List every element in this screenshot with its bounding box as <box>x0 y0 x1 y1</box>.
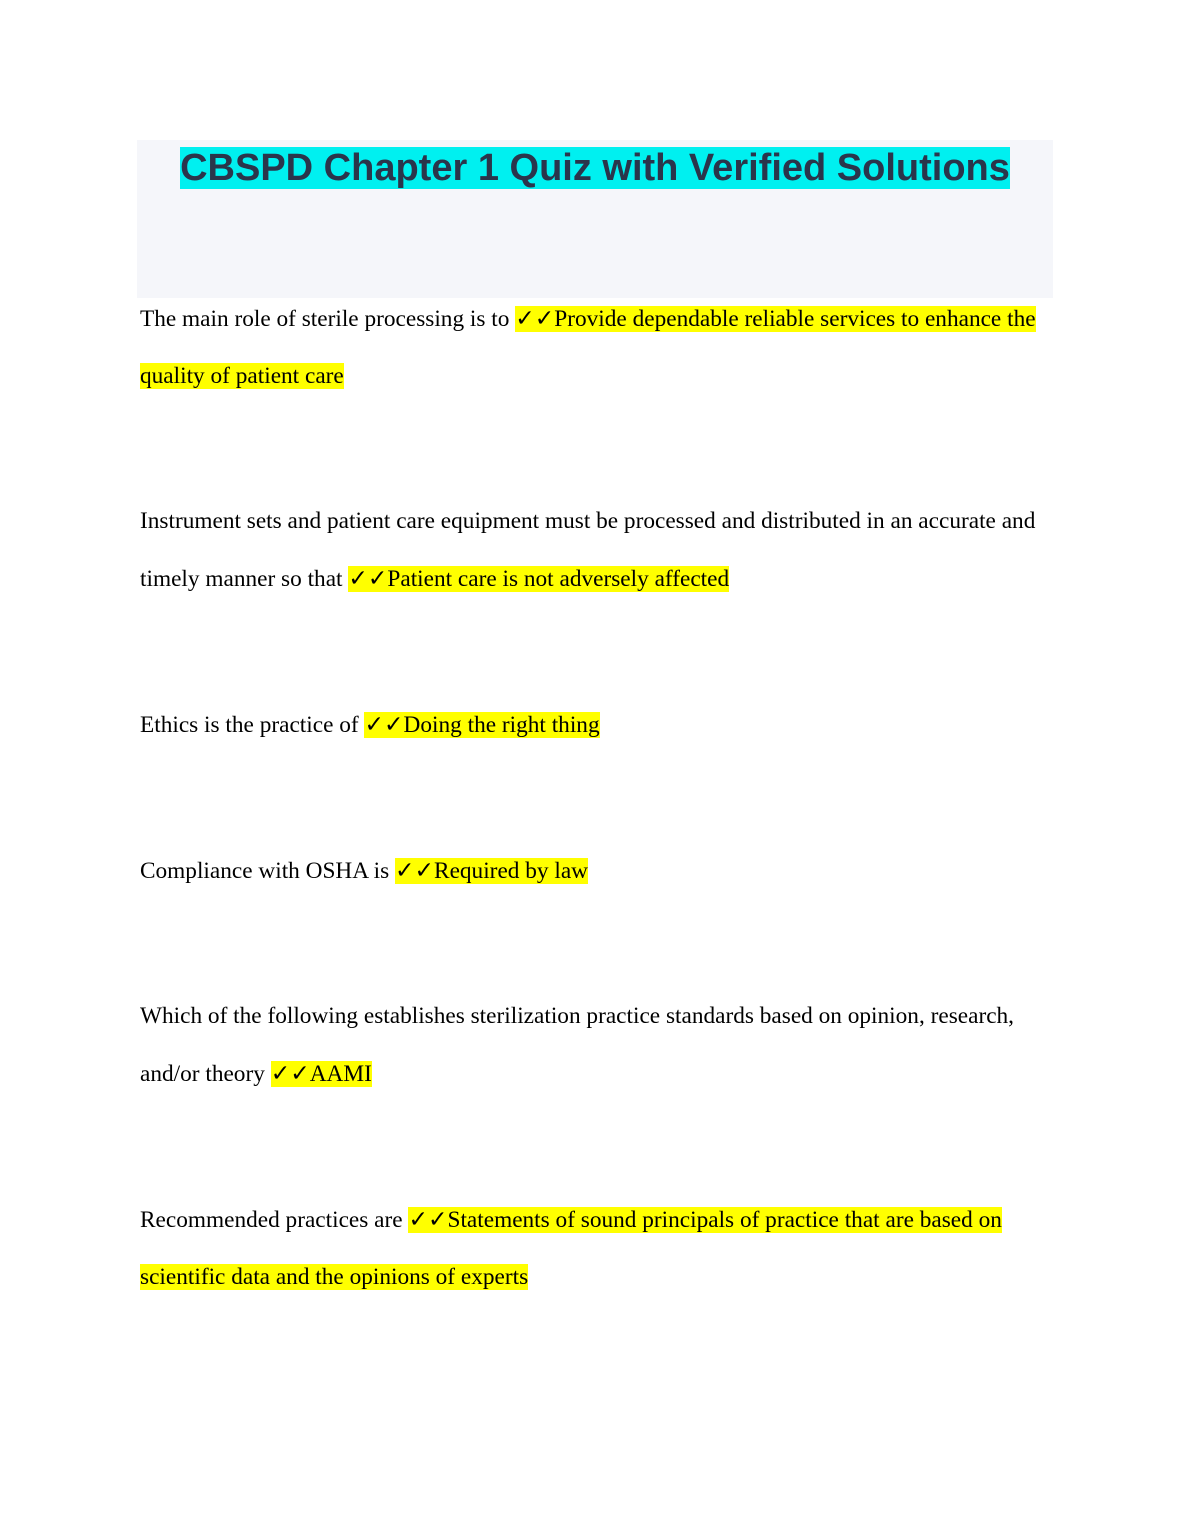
answer-highlight <box>271 1061 372 1087</box>
question-text: Ethics is the practice of <box>140 712 365 738</box>
checkmark-icon: ✓✓ <box>394 857 435 884</box>
qa-item <box>140 290 1050 405</box>
qa-item <box>140 988 1050 1103</box>
answer-text: Doing the right thing <box>403 712 600 738</box>
answer-highlight <box>364 712 599 738</box>
page-title <box>137 140 1053 195</box>
answer-text: Provide dependable reliable services to enhance the quality of patient care <box>140 306 1036 389</box>
question-text: Instrument sets and patient care equipment must be processed and distributed in an accurate and timely manner so that <box>140 508 1036 592</box>
question-text: Compliance with OSHA is <box>140 858 395 884</box>
answer-text: Required by law <box>434 858 589 884</box>
question-text: Which of the following establishes sterilization practice standards based on opinion, research, and/or theory <box>140 1003 1015 1087</box>
answer-text: AAMI <box>309 1061 372 1087</box>
checkmark-icon: ✓✓ <box>515 305 555 332</box>
checkmark-icon: ✓✓ <box>408 1206 448 1233</box>
qa-item <box>140 842 1050 900</box>
page-title-highlight: CBSPD Chapter 1 Quiz with Verified Solutions <box>180 147 1010 189</box>
answer-highlight <box>395 858 588 884</box>
qa-item <box>140 696 1050 754</box>
qa-item <box>140 493 1050 608</box>
answer-text: Patient care is not adversely affected <box>387 566 730 592</box>
title-banner <box>137 140 1053 298</box>
answer-text: Statements of sound principals of practice that are based on scientific data and the opinions of experts <box>140 1207 1002 1290</box>
question-text: The main role of sterile processing is to <box>140 306 516 332</box>
answer-highlight <box>348 566 729 592</box>
qa-list <box>140 290 1050 1306</box>
checkmark-icon: ✓✓ <box>364 711 404 738</box>
question-text: Recommended practices are <box>140 1207 409 1233</box>
checkmark-icon: ✓✓ <box>270 1060 310 1087</box>
qa-item <box>140 1191 1050 1306</box>
checkmark-icon: ✓✓ <box>348 565 388 592</box>
